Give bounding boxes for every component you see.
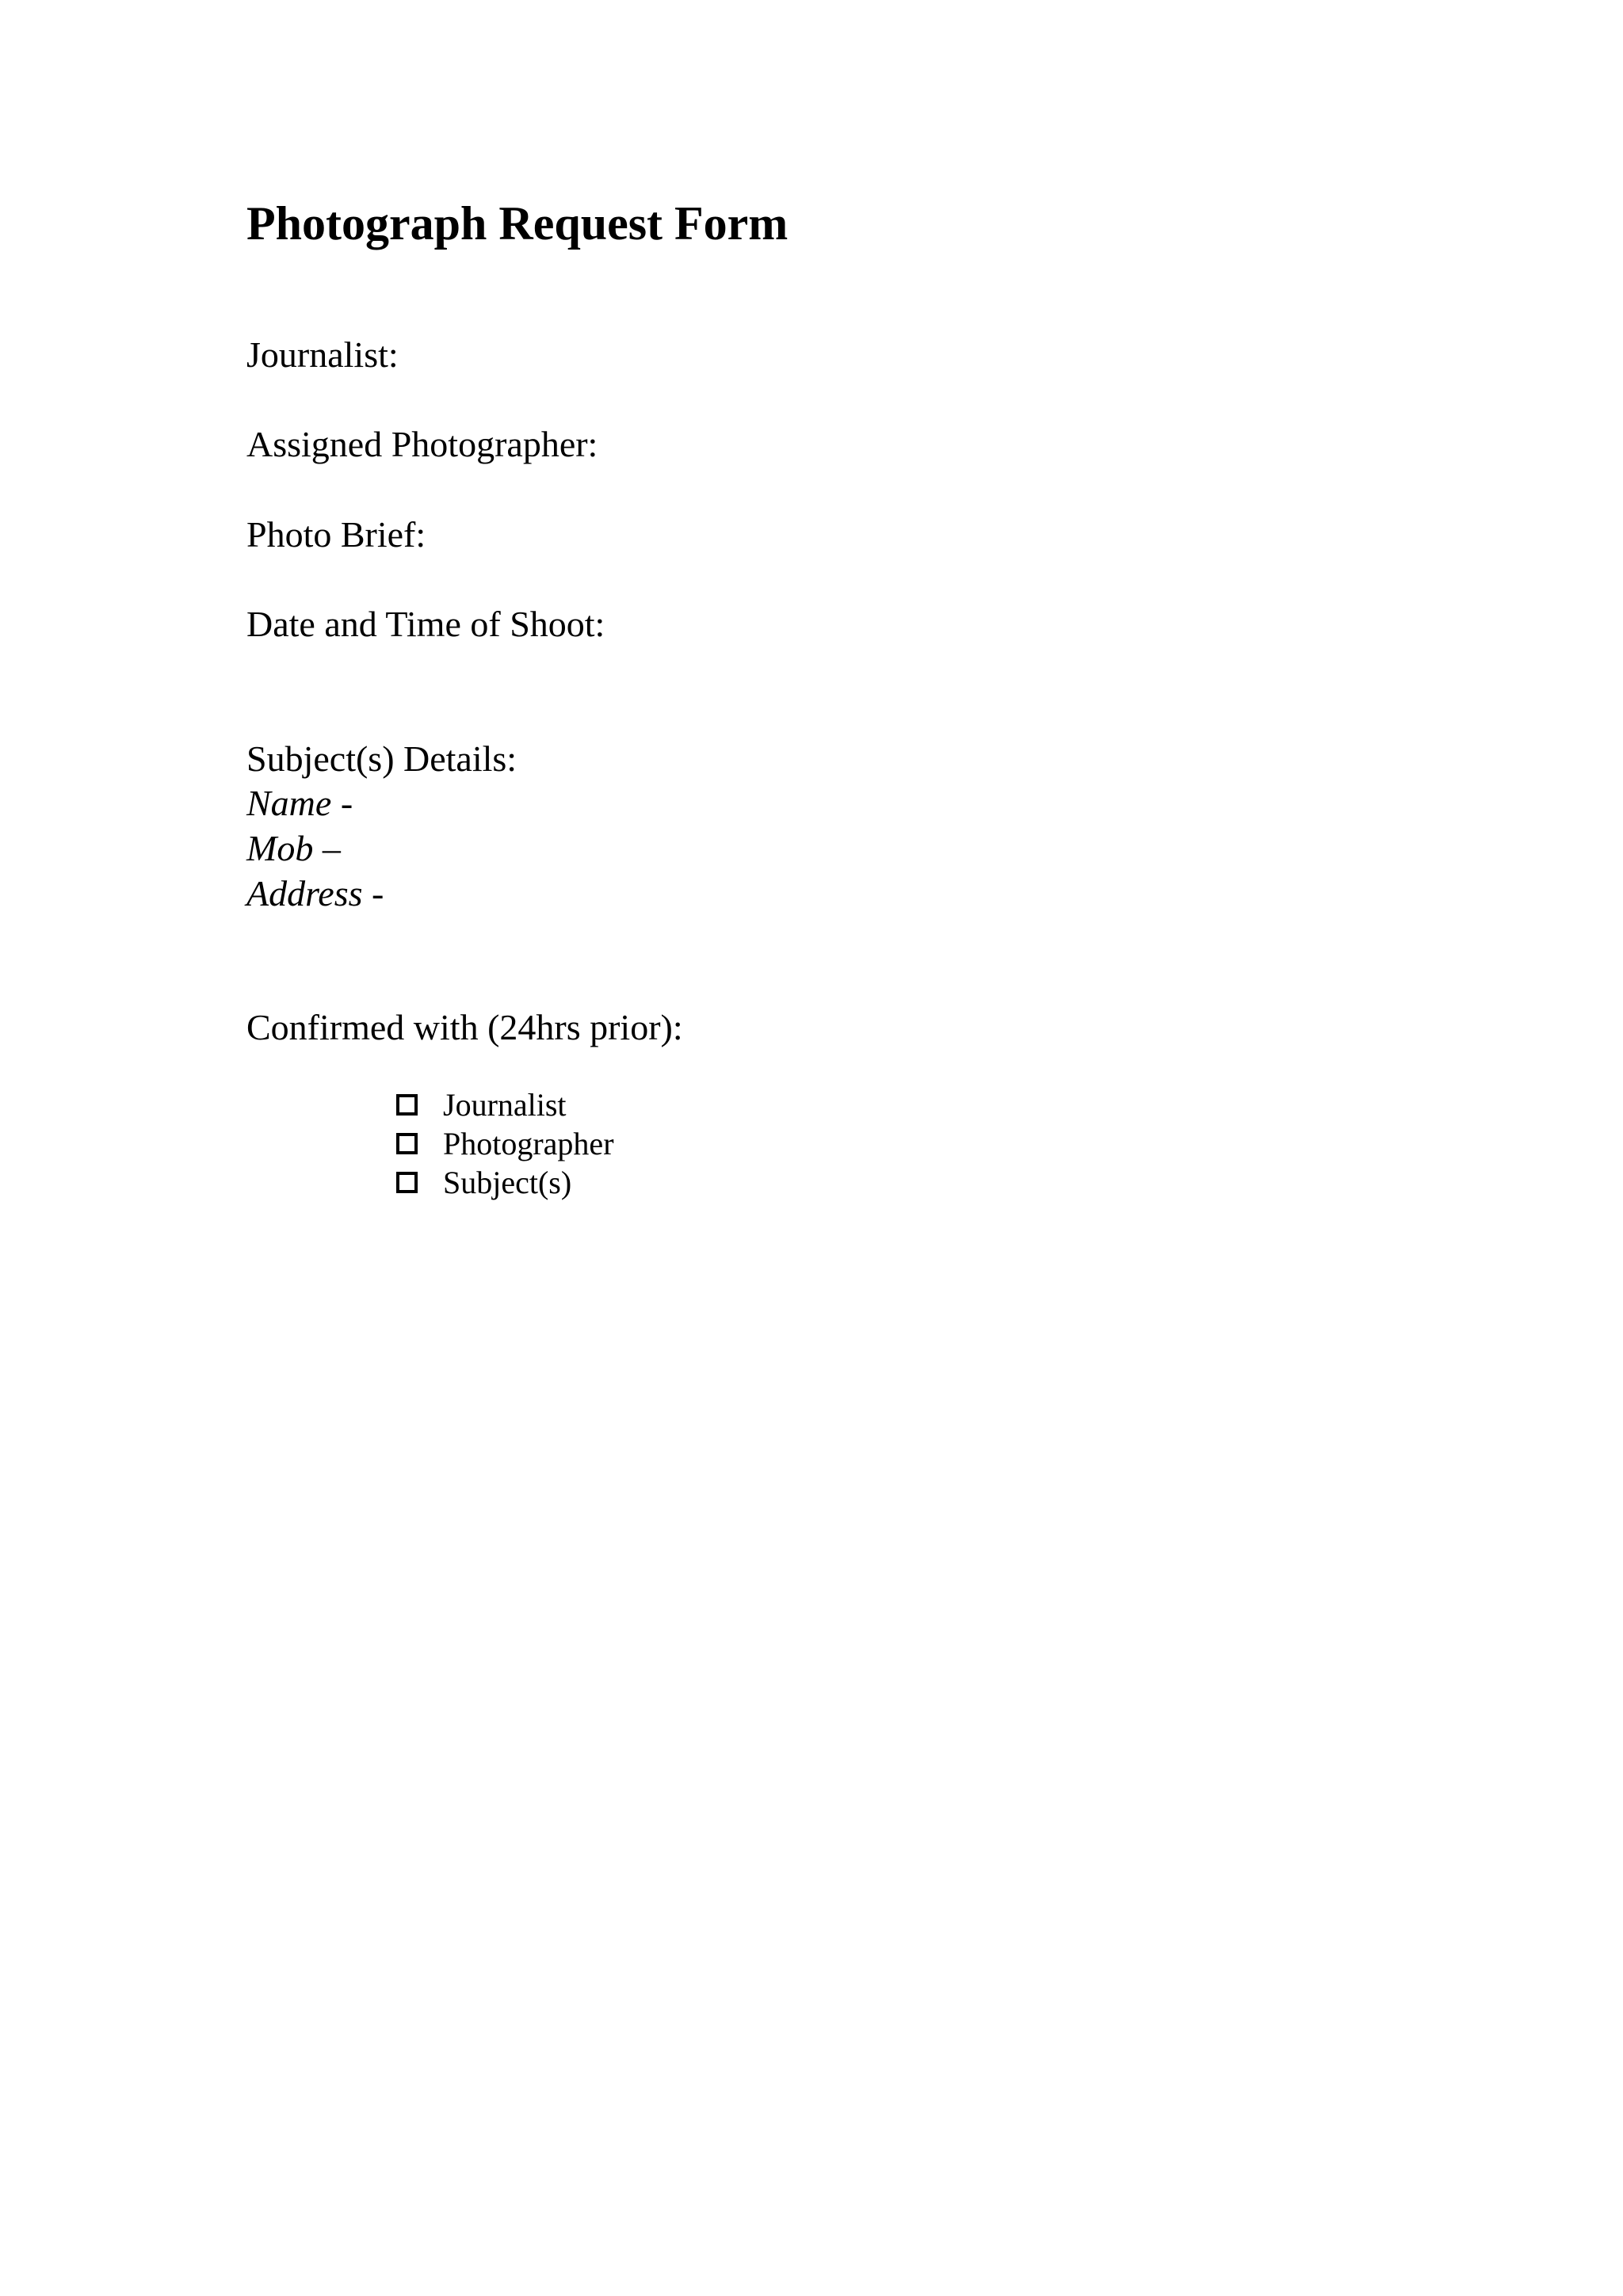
confirmed-with-label: Confirmed with (24hrs prior): [246,1007,683,1047]
checklist-item-label: Photographer [443,1126,614,1161]
form-title: Photograph Request Form [246,197,789,250]
photo-brief-label: Photo Brief: [246,514,426,555]
subject-address-separator: - [362,873,384,913]
subject-mob-label: Mob [246,828,314,868]
subject-mob-line [246,826,341,870]
journalist-label: Journalist: [246,334,399,375]
checkbox-icon[interactable] [396,1172,418,1193]
date-time-label: Date and Time of Shoot: [246,604,605,644]
checklist-item-label: Subject(s) [443,1165,572,1200]
checkbox-icon[interactable] [396,1094,418,1116]
checkbox-icon[interactable] [396,1133,418,1154]
subject-address-label: Address [246,873,363,913]
checklist-item-photographer[interactable] [396,1124,614,1163]
subject-mob-separator: – [313,828,341,868]
checklist-item-journalist[interactable] [396,1085,614,1124]
subject-address-line [246,871,384,915]
checklist-item-label: Journalist [443,1087,567,1123]
confirmation-checklist [396,1085,614,1202]
subject-details-label: Subject(s) Details: [246,738,517,779]
assigned-photographer-label: Assigned Photographer: [246,424,598,464]
subject-name-separator: - [331,783,353,823]
subject-name-line [246,781,353,825]
subject-name-label: Name [246,783,332,823]
checklist-item-subjects[interactable] [396,1163,614,1202]
